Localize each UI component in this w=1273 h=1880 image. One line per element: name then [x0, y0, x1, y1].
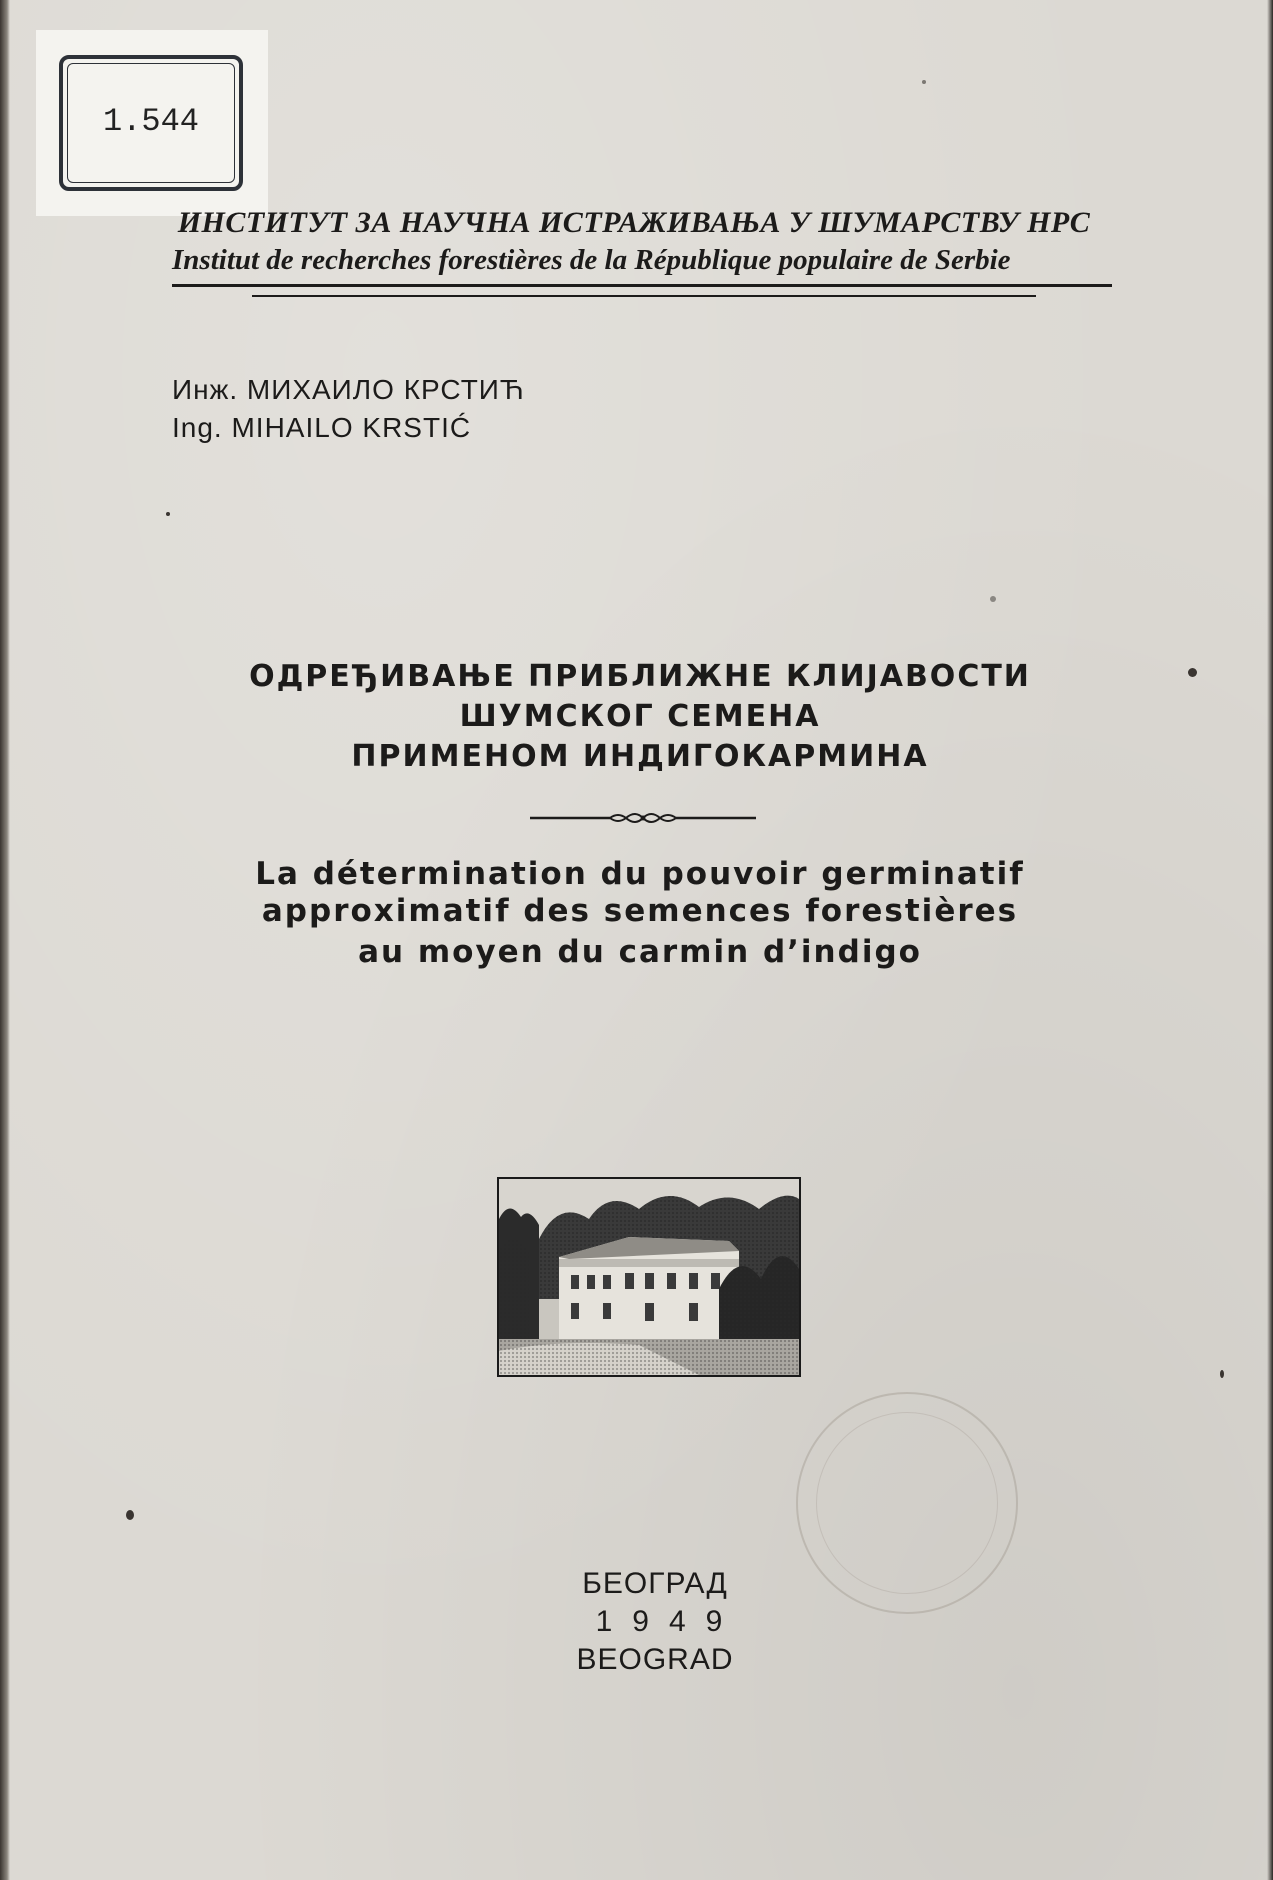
paper-speck: [1188, 668, 1197, 677]
title-serbian-line-3: ПРИМЕНОМ ИНДИГОКАРМИНА: [351, 739, 929, 774]
paper-speck: [990, 596, 996, 602]
title-serbian-line-1: ОДРЕЂИВАЊЕ ПРИБЛИЖНЕ КЛИЈАВОСТИ: [249, 659, 1031, 694]
paper-speck: [166, 512, 170, 516]
imprint-city-latin: BEOGRAD: [576, 1643, 734, 1676]
title-french-line-3: au moyen du carmin d’indigo: [358, 934, 922, 970]
paper-speck: [922, 80, 926, 84]
institute-building-photo: [497, 1177, 801, 1377]
institute-name-french: Institut de recherches forestières de la République populaire de Serbie: [172, 244, 1011, 276]
building-photo-illustration: [499, 1179, 799, 1375]
author-name-serbian: Инж. МИХАИЛО КРСТИЋ: [172, 374, 525, 405]
catalogue-number: 1.544: [102, 103, 199, 140]
header-rule-thin: [252, 295, 1036, 297]
title-serbian-line-2: ШУМСКОГ СЕМЕНА: [459, 699, 821, 734]
paper-speck: [1220, 1370, 1224, 1378]
sticker-frame: [59, 55, 243, 191]
ornamental-divider: [530, 806, 756, 830]
catalogue-sticker: [36, 30, 268, 216]
author-name-latin: Ing. MIHAILO KRSTIĆ: [172, 412, 472, 443]
header-rule-thick: [172, 284, 1112, 287]
faint-library-stamp: [796, 1392, 1018, 1614]
spine-shadow: [0, 0, 10, 1880]
imprint-year: 1949: [595, 1605, 743, 1638]
paper-speck: [126, 1510, 134, 1520]
title-french-line-2: approximatif des semences forestières: [261, 893, 1019, 929]
stamp-inner-ring: [816, 1412, 998, 1594]
institute-name-serbian: ИНСТИТУТ ЗА НАУЧНА ИСТРАЖИВАЊА У ШУМАРСТВУ НРС: [177, 206, 1091, 239]
page-edge-shadow: [1267, 0, 1273, 1880]
imprint-city-serbian: БЕОГРАД: [582, 1567, 728, 1600]
title-french-line-1: La détermination du pouvoir germinatif: [255, 856, 1025, 892]
